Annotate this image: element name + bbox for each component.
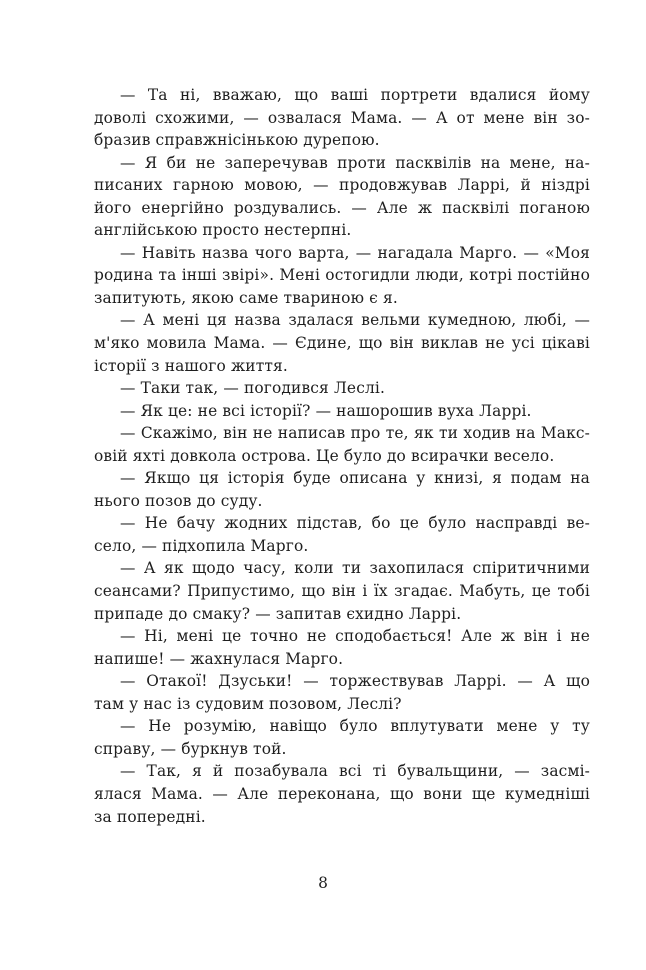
paragraph <box>94 84 590 152</box>
paragraph <box>94 422 590 467</box>
paragraph <box>94 715 590 760</box>
text-line: напише! — жахнулася Марго. <box>94 649 344 668</box>
paragraph <box>94 670 590 715</box>
text-line: — Та ні, вважаю, що ваші портрети вдалися йому <box>120 86 590 104</box>
text-line: — Навіть назва чого варта, — нагадала Марго. — «Моя <box>120 243 590 262</box>
text-line: — А мені ця назва здалася вельми кумедною, любі, — <box>120 311 590 330</box>
text-line: його енергійно роздувались. — Але ж пасквілі поганою <box>94 198 590 217</box>
paragraph <box>94 512 590 557</box>
text-line: — Отакої! Дзуськи! — торжествував Ларрі. — А що <box>120 672 590 691</box>
text-line: історії з нашого життя. <box>94 356 288 375</box>
text-line: — Ні, мені це точно не сподобається! Але ж він і не <box>120 627 590 646</box>
text-line: там у нас із судовим позовом, Леслі? <box>94 694 402 713</box>
text-line: за попередні. <box>94 807 206 826</box>
text-line: — Не розумію, навіщо було вплутувати мене у ту <box>120 717 590 736</box>
page-number: 8 <box>318 874 328 892</box>
paragraph <box>94 625 590 670</box>
text-line: доволі схожими, — озвалася Мама. — А от мене він зо- <box>94 108 590 127</box>
paragraph <box>94 557 590 625</box>
paragraph <box>94 400 590 423</box>
text-line: село, — підхопила Марго. <box>94 536 309 555</box>
text-line: нього позов до суду. <box>94 491 263 510</box>
text-line: — Якщо ця історія буде описана у книзі, я подам на <box>120 469 590 488</box>
paragraph <box>94 760 590 828</box>
text-line: ялася Мама. — Але переконана, що вони ще кумедніші <box>94 784 590 803</box>
text-line: — А як щодо часу, коли ти захопилася спіритичними <box>120 559 590 578</box>
paragraph <box>94 309 590 377</box>
text-line: припаде до смаку? — запитав єхидно Ларрі. <box>94 604 462 623</box>
text-line: овій яхті довкола острова. Це було до всирачки весело. <box>94 446 555 465</box>
text-line: справу, — буркнув той. <box>94 739 287 758</box>
text-line: — Як це: не всі історії? — нашорошив вуха Ларрі. <box>120 401 532 420</box>
text-line: родина та інші звірі». Мені остогидли люди, котрі постійно <box>94 266 590 285</box>
text-line: — Таки так, — погодився Леслі. <box>120 379 386 398</box>
page-body-text <box>94 84 590 828</box>
text-line: бразив справжнісінькою дурепою. <box>94 131 380 150</box>
text-line: англійською просто нестерпні. <box>94 221 352 240</box>
paragraph <box>94 467 590 512</box>
text-line: — Скажімо, він не написав про те, як ти ходив на Макс- <box>120 424 590 443</box>
text-line: — Не бачу жодних підстав, бо це було насправді ве- <box>120 514 590 533</box>
text-line: м'яко мовила Мама. — Єдине, що він виклав не усі цікаві <box>94 334 590 353</box>
text-line: писаних гарною мовою, — продовжував Ларрі, й ніздрі <box>94 176 590 195</box>
text-line: запитують, якою саме твариною є я. <box>94 288 398 307</box>
paragraph <box>94 242 590 310</box>
text-line: сеансами? Припустимо, що він і їх згадає. Мабуть, це тобі <box>94 582 590 601</box>
paragraph <box>94 377 590 400</box>
text-line: — Я би не заперечував проти пасквілів на мене, на- <box>120 153 590 172</box>
text-line: — Так, я й позабувала всі ті бувальщини, — засмі- <box>120 762 590 781</box>
paragraph <box>94 152 590 242</box>
